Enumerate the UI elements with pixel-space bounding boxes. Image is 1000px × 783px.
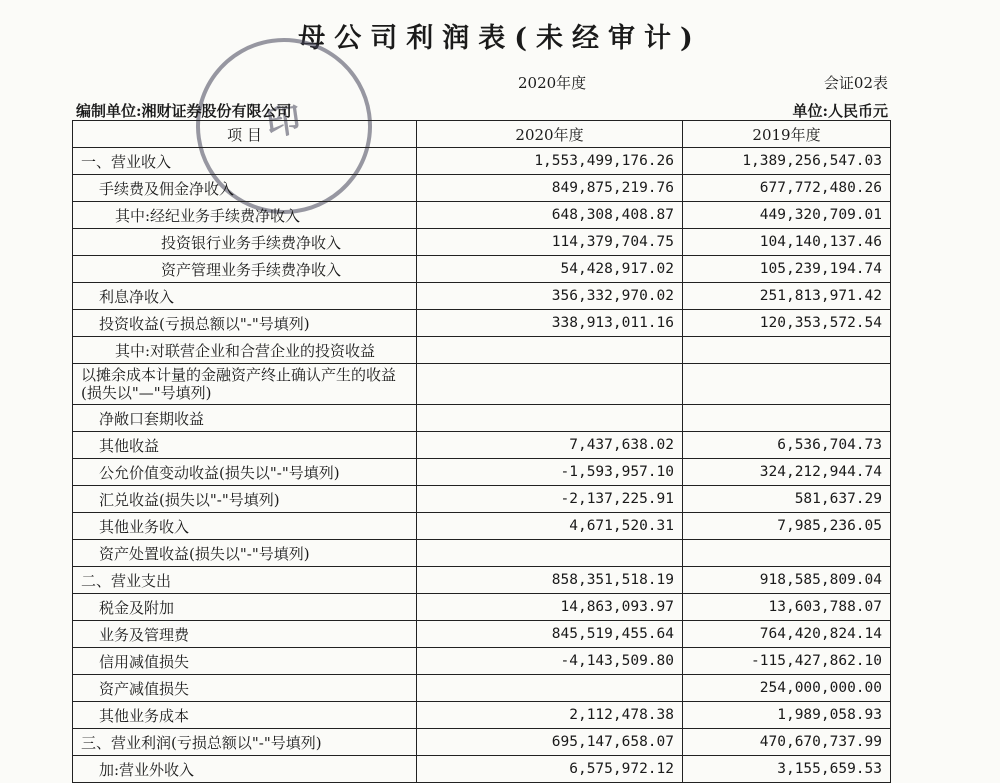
- table-row: [73, 283, 891, 310]
- table-row: [73, 229, 891, 256]
- table-row: [73, 310, 891, 337]
- table-row: [73, 337, 891, 364]
- value-2019: 918,585,809.04: [683, 567, 891, 594]
- row-label: 信用减值损失: [73, 648, 417, 675]
- page-title: 母公司利润表(未经审计): [298, 23, 702, 54]
- table-row: [73, 432, 891, 459]
- row-label: 以摊余成本计量的金融资产终止确认产生的收益(损失以"—"号填列): [73, 364, 417, 405]
- value-2020: 54,428,917.02: [417, 256, 683, 283]
- row-label: 净敞口套期收益: [73, 405, 417, 432]
- row-label: 公允价值变动收益(损失以"-"号填列): [73, 459, 417, 486]
- row-label: 加:营业外收入: [73, 756, 417, 783]
- value-2020: 845,519,455.64: [417, 621, 683, 648]
- row-label: 利息净收入: [73, 283, 417, 310]
- value-2019: 1,989,058.93: [683, 702, 891, 729]
- row-label: 资产处置收益(损失以"-"号填列): [73, 540, 417, 567]
- value-2020: 858,351,518.19: [417, 567, 683, 594]
- row-label: 二、营业支出: [73, 567, 417, 594]
- table-row: [73, 459, 891, 486]
- value-2020: -1,593,957.10: [417, 459, 683, 486]
- row-label: 资产管理业务手续费净收入: [73, 256, 417, 283]
- value-2020: 695,147,658.07: [417, 729, 683, 756]
- report-period: 2020年度: [518, 74, 587, 92]
- value-2019: 120,353,572.54: [683, 310, 891, 337]
- value-2020: 2,112,478.38: [417, 702, 683, 729]
- value-2020: 4,671,520.31: [417, 513, 683, 540]
- row-label: 其中:经纪业务手续费净收入: [73, 202, 417, 229]
- table-row: [73, 513, 891, 540]
- value-2019: 449,320,709.01: [683, 202, 891, 229]
- row-label: 投资银行业务手续费净收入: [73, 229, 417, 256]
- value-2019: -115,427,862.10: [683, 648, 891, 675]
- value-2019: 251,813,971.42: [683, 283, 891, 310]
- value-2020: [417, 364, 683, 405]
- header-prior-year: 2019年度: [683, 121, 891, 148]
- value-2020: [417, 675, 683, 702]
- value-2019: [683, 337, 891, 364]
- value-2019: 581,637.29: [683, 486, 891, 513]
- table-row: [73, 175, 891, 202]
- value-2020: 7,437,638.02: [417, 432, 683, 459]
- table-row: [73, 202, 891, 229]
- value-2020: [417, 405, 683, 432]
- table-row: [73, 756, 891, 783]
- value-2019: 6,536,704.73: [683, 432, 891, 459]
- row-label: 资产减值损失: [73, 675, 417, 702]
- value-2019: 3,155,659.53: [683, 756, 891, 783]
- value-2020: [417, 540, 683, 567]
- value-2020: 356,332,970.02: [417, 283, 683, 310]
- row-label: 手续费及佣金净收入: [73, 175, 417, 202]
- value-2019: 104,140,137.46: [683, 229, 891, 256]
- value-2019: 1,389,256,547.03: [683, 148, 891, 175]
- header-current-year: 2020年度: [417, 121, 683, 148]
- row-label: 其中:对联营企业和合营企业的投资收益: [73, 337, 417, 364]
- value-2019: [683, 364, 891, 405]
- value-2020: -2,137,225.91: [417, 486, 683, 513]
- table-row: [73, 675, 891, 702]
- value-2020: [417, 337, 683, 364]
- table-row: [73, 702, 891, 729]
- table-row: [73, 648, 891, 675]
- prepared-by: 编制单位:湘财证券股份有限公司: [76, 102, 292, 120]
- table-row: [73, 540, 891, 567]
- table-row: [73, 148, 891, 175]
- value-2020: 14,863,093.97: [417, 594, 683, 621]
- row-label: 汇兑收益(损失以"-"号填列): [73, 486, 417, 513]
- value-2019: 7,985,236.05: [683, 513, 891, 540]
- table-row: [73, 729, 891, 756]
- currency-unit: 单位:人民币元: [792, 102, 888, 120]
- value-2020: 338,913,011.16: [417, 310, 683, 337]
- company-seal-stamp: 印: [185, 27, 384, 226]
- value-2020: 114,379,704.75: [417, 229, 683, 256]
- value-2020: 1,553,499,176.26: [417, 148, 683, 175]
- value-2020: -4,143,509.80: [417, 648, 683, 675]
- table-row: [73, 256, 891, 283]
- row-label: 其他收益: [73, 432, 417, 459]
- value-2019: 105,239,194.74: [683, 256, 891, 283]
- value-2019: 470,670,737.99: [683, 729, 891, 756]
- value-2019: 254,000,000.00: [683, 675, 891, 702]
- table-row: [73, 594, 891, 621]
- value-2019: 324,212,944.74: [683, 459, 891, 486]
- table-row: [73, 364, 891, 405]
- row-label: 一、营业收入: [73, 148, 417, 175]
- table-row: [73, 567, 891, 594]
- value-2019: [683, 405, 891, 432]
- row-label: 其他业务收入: [73, 513, 417, 540]
- value-2019: 677,772,480.26: [683, 175, 891, 202]
- income-statement-table: [72, 120, 891, 783]
- form-code: 会证02表: [823, 74, 888, 92]
- row-label: 税金及附加: [73, 594, 417, 621]
- row-label: 其他业务成本: [73, 702, 417, 729]
- value-2019: 13,603,788.07: [683, 594, 891, 621]
- table-row: [73, 486, 891, 513]
- value-2020: 6,575,972.12: [417, 756, 683, 783]
- value-2020: 648,308,408.87: [417, 202, 683, 229]
- table-row: [73, 405, 891, 432]
- value-2020: 849,875,219.76: [417, 175, 683, 202]
- value-2019: 764,420,824.14: [683, 621, 891, 648]
- row-label: 三、营业利润(亏损总额以"-"号填列): [73, 729, 417, 756]
- header-item: 项 目: [73, 121, 417, 148]
- value-2019: [683, 540, 891, 567]
- table-header-row: [73, 121, 891, 148]
- table-row: [73, 621, 891, 648]
- row-label: 投资收益(亏损总额以"-"号填列): [73, 310, 417, 337]
- row-label: 业务及管理费: [73, 621, 417, 648]
